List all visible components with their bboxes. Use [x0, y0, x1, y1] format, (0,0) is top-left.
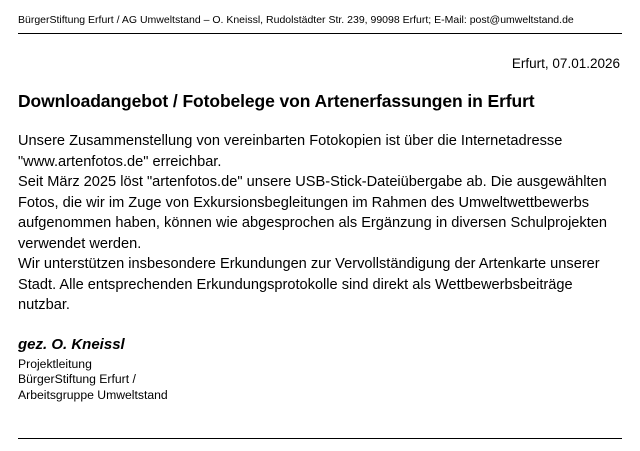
footer-divider: [18, 438, 622, 439]
body-paragraph-3: Wir unterstützen insbesondere Erkundungen zur Vervollständigung der Artenkarte unserer Stadt. Alle entsprechenden Erkundungsprotokolle sind direkt als Wettbewerbsbeiträge nutzbar.: [18, 256, 600, 313]
body-paragraph-2: Seit März 2025 löst "artenfotos.de" unsere USB-Stick-Dateiübergabe ab. Die ausgewählten Fotos, die wir im Zuge von Exkursionsbegleitungen im Rahmen des Umweltwettbewerbs aufgenommen haben, können wie abgesprochen als Ergänzung in diversen Schulprojekten verwendet werden.: [18, 174, 608, 252]
signature-org-line-2: Arbeitsgruppe Umweltstand: [18, 387, 168, 402]
header-divider: [18, 33, 622, 34]
signature-block: [18, 335, 622, 404]
body-paragraph-1: Unsere Zusammenstellung von vereinbarten Fotokopien ist über die Internetadresse "www.artenfotos.de" erreichbar.: [18, 133, 563, 170]
signature-org-line-1: BürgerStiftung Erfurt /: [18, 372, 136, 386]
letterhead: BürgerStiftung Erfurt / AG Umweltstand – O. Kneissl, Rudolstädter Str. 239, 99098 Erfurt; E-Mail: post@umweltstand.de: [18, 14, 574, 26]
signature-role: Projektleitung: [18, 356, 92, 371]
page-title: Downloadangebot / Fotobelege von Artenerfassungen in Erfurt: [18, 91, 535, 111]
signature-details: [18, 357, 622, 404]
dateline: Erfurt, 07.01.2026: [511, 56, 620, 71]
body-text: [18, 131, 622, 316]
signature-name: gez. O. Kneissl: [18, 335, 125, 353]
